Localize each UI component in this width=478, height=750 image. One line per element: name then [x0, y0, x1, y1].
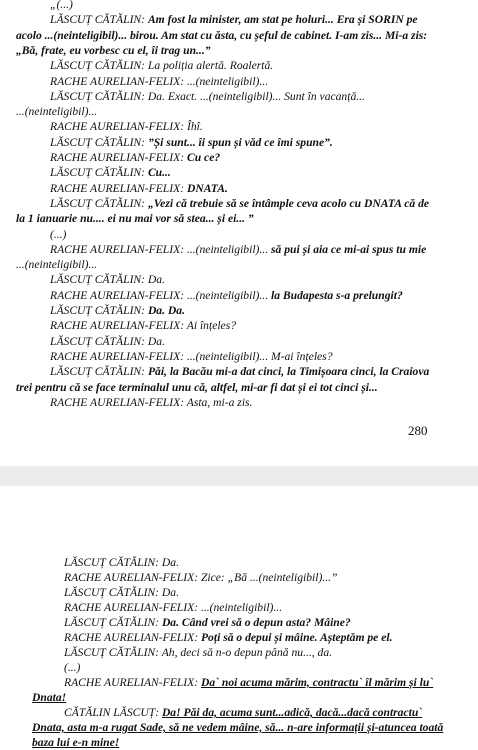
speech-text: Da` noi acuma mărim, contractu` îl mărim și lu` — [200, 676, 434, 689]
speech-text: Da! Păi da, acuma sunt...adică, dacă...dacă contractu` — [161, 706, 423, 719]
speech-text: Poți să o depui și mâine. Așteptăm pe el. — [200, 631, 393, 644]
transcript-line — [0, 105, 478, 119]
transcript-line — [0, 0, 478, 12]
speaker-text: RACHE AURELIAN-FELIX: Zice: „Bă ...(neinteligibil)...” — [64, 571, 338, 584]
transcript-line — [0, 319, 478, 333]
transcript-line — [0, 166, 478, 180]
speech-text: Da. Da. — [147, 304, 185, 317]
transcript-line — [0, 258, 478, 272]
speech-text: Dnata! — [32, 691, 67, 704]
transcript-line — [0, 75, 478, 89]
speaker-text: RACHE AURELIAN-FELIX: ...(neinteligibil)... — [64, 601, 283, 614]
speech-text: „Vezi că trebuie să se întâmple ceva acolo cu DNATA că de — [147, 196, 430, 210]
speaker-text: RACHE AURELIAN-FELIX: — [64, 676, 201, 689]
speaker-text: (...) — [50, 227, 67, 241]
transcript-line — [0, 335, 478, 349]
speaker-text: RACHE AURELIAN-FELIX: — [64, 631, 201, 644]
speech-text: trei pentru că se face terminalul unu că, altfel, mi-ar fi dat și ei tot cinci și... — [16, 380, 378, 394]
speaker-text: LĂSCUȚ CĂTĂLIN: — [50, 304, 148, 317]
speech-text: să pui și aia ce mi-ai spus tu mie — [271, 242, 427, 256]
speaker-text: LĂSCUȚ CĂTĂLIN: — [50, 166, 148, 180]
transcript-line — [0, 151, 478, 165]
speaker-text: „(...) — [50, 0, 73, 11]
transcript-line — [0, 676, 478, 690]
transcript-line — [0, 661, 478, 675]
transcript-line — [0, 182, 478, 196]
speaker-text: LĂSCUȚ CĂTĂLIN: Da. — [50, 334, 165, 348]
transcript-line — [0, 691, 478, 705]
speaker-text: LĂSCUȚ CĂTĂLIN: Da. — [64, 556, 179, 569]
speech-text: Păi, la Bacău mi-a dat cinci, la Timișoara cinci, la Craiova — [147, 365, 430, 379]
transcript-line — [0, 556, 478, 570]
transcript-line — [0, 90, 478, 104]
speaker-text: CĂTĂLIN LĂSCUȚ: — [64, 706, 162, 719]
speaker-text: LĂSCUȚ CĂTĂLIN: — [50, 135, 148, 149]
speech-text: la Budapesta s-a prelungit? — [271, 288, 403, 302]
speaker-text: LĂSCUȚ CĂTĂLIN: La poliția alertă. Roalertă. — [50, 59, 274, 73]
transcript-line — [0, 736, 478, 750]
transcript-line — [0, 289, 478, 303]
speaker-text: (...) — [64, 661, 81, 674]
speech-text: Dnata, asta m-a rugat Sade, să ne vedem mâine, să... n-are informații și-atuncea toată — [32, 721, 444, 734]
transcript-line — [0, 365, 478, 379]
speech-text: la 1 ianuarie nu.... ei nu mai vor să stea... și ei... ” — [16, 212, 254, 226]
transcript-line — [0, 396, 478, 410]
speaker-text: RACHE AURELIAN-FELIX: Ai înțeles? — [50, 319, 237, 333]
transcript-line — [0, 631, 478, 645]
speaker-text: LĂSCUȚ CĂTĂLIN: — [50, 13, 148, 27]
transcript-line — [0, 136, 478, 150]
speaker-text: LĂSCUȚ CĂTĂLIN: Da. — [50, 273, 165, 287]
speech-text: baza lui e-n mine! — [32, 736, 120, 749]
speaker-text: LĂSCUȚ CĂTĂLIN: — [64, 616, 162, 629]
transcript-line — [0, 721, 478, 735]
speaker-text: LĂSCUȚ CĂTĂLIN: — [50, 365, 148, 379]
transcript-line — [0, 120, 478, 134]
speaker-text: RACHE AURELIAN-FELIX: Asta, mi-a zis. — [50, 395, 253, 409]
speaker-text: RACHE AURELIAN-FELIX: — [50, 151, 187, 164]
speech-text: DNATA. — [186, 181, 228, 195]
transcript-line — [0, 197, 478, 211]
transcript-page-next — [0, 486, 478, 750]
transcript-line — [0, 59, 478, 73]
speech-text: acolo ...(neinteligibil)... birou. Am stat cu ăsta, cu șeful de cabinet. I-am zis... Mi-a zis: — [16, 28, 428, 42]
transcript-line — [0, 616, 478, 630]
transcript-line — [0, 304, 478, 318]
speech-text: Da. Când vrei să o depun asta? Mâine? — [161, 616, 351, 629]
speaker-text: RACHE AURELIAN-FELIX: ...(neinteligibil)... — [50, 242, 271, 256]
speech-text: Am fost la minister, am stat pe holuri... Era și SORIN pe — [147, 13, 418, 27]
transcript-line — [0, 13, 478, 27]
transcript-line — [0, 706, 478, 720]
transcript-line — [0, 228, 478, 242]
speech-text: „Bă, frate, eu vorbesc cu el, îi trag un...” — [16, 43, 211, 57]
transcript-line — [0, 601, 478, 615]
speaker-text: LĂSCUȚ CĂTĂLIN: Da. — [64, 586, 179, 599]
speech-text: Cu ce? — [186, 151, 221, 164]
speaker-text: LĂSCUȚ CĂTĂLIN: Ah, deci să n-o depun până nu..., da. — [64, 646, 333, 659]
speaker-text: RACHE AURELIAN-FELIX: ...(neinteligibil)... M-ai înțeles? — [50, 349, 333, 363]
transcript-line — [0, 350, 478, 364]
page-number: 280 — [408, 423, 428, 438]
speaker-text: LĂSCUȚ CĂTĂLIN: Da. Exact. ...(neinteligibil)... Sunt în vacanță... — [50, 89, 365, 103]
transcript-line — [0, 381, 478, 395]
speaker-text: RACHE AURELIAN-FELIX: ...(neinteligibil)... — [50, 288, 271, 302]
transcript-line — [0, 646, 478, 660]
transcript-line — [0, 212, 478, 226]
speech-text: ”Și sunt... îi spun și văd ce îmi spune”. — [147, 135, 333, 149]
speaker-text: RACHE AURELIAN-FELIX: Îhî. — [50, 120, 203, 134]
speaker-text: ...(neinteligibil)... — [16, 105, 98, 119]
transcript-line — [0, 586, 478, 600]
transcript-line — [0, 571, 478, 585]
speaker-text: RACHE AURELIAN-FELIX: — [50, 181, 187, 195]
page-separator — [0, 466, 478, 486]
speaker-text: LĂSCUȚ CĂTĂLIN: — [50, 196, 148, 210]
transcript-line — [0, 243, 478, 257]
transcript-line — [0, 44, 478, 58]
transcript-line — [0, 29, 478, 43]
speaker-text: RACHE AURELIAN-FELIX: ...(neinteligibil)... — [50, 74, 269, 88]
transcript-line — [0, 273, 478, 287]
speaker-text: ...(neinteligibil)... — [16, 258, 98, 272]
speech-text: Cu... — [147, 166, 171, 180]
